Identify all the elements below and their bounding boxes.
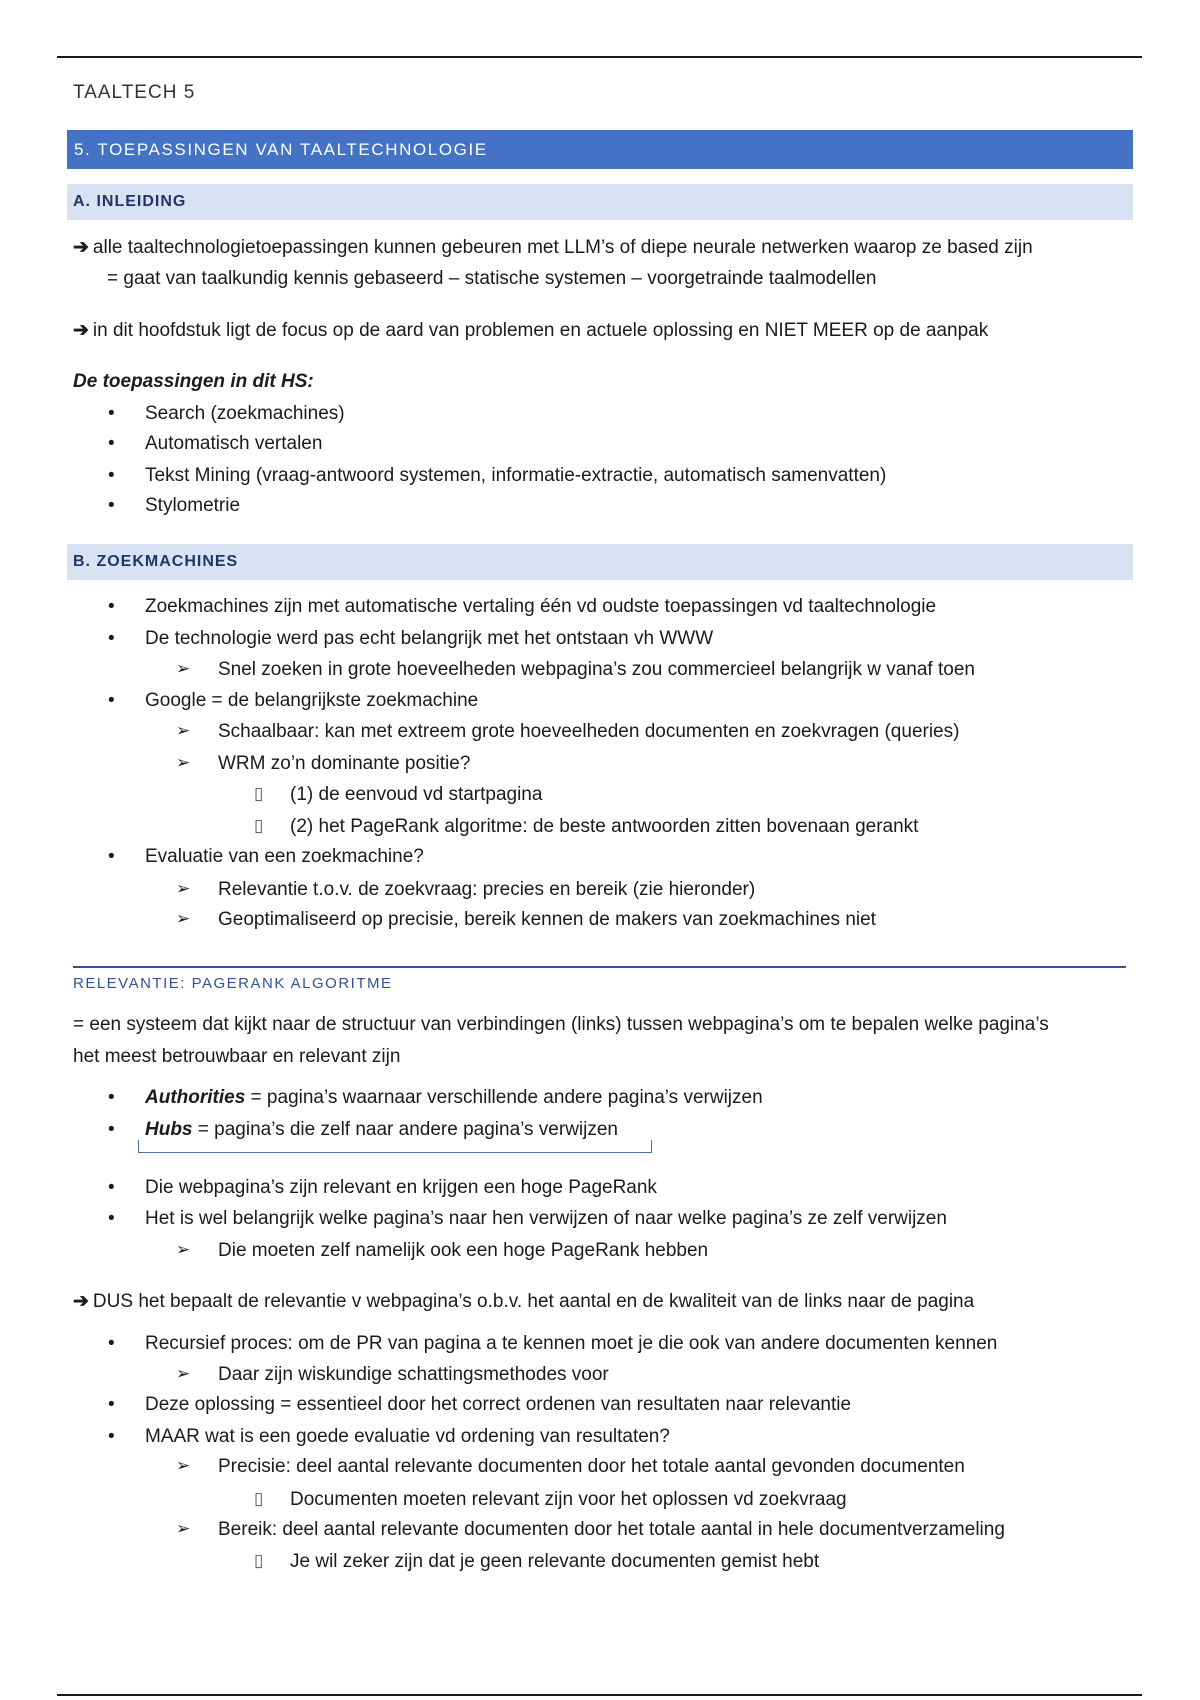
list-item: Google = de belangrijkste zoekmachine: [145, 690, 479, 711]
list-item: Geoptimaliseerd op precisie, bereik kennen de makers van zoekmachines niet: [218, 909, 876, 930]
list-item: Het is wel belangrijk welke pagina’s naar hen verwijzen of naar welke pagina’s ze zelf verwijzen: [145, 1208, 947, 1229]
pagerank-definition-line-1: = een systeem dat kijkt naar de structuur van verbindingen (links) tussen webpagina’s om te bepalen welke pagina’s: [73, 1014, 1049, 1035]
intro-paragraph-1: [73, 238, 1033, 257]
bullet-icon: •: [108, 495, 115, 516]
list-item: Die moeten zelf namelijk ook een hoge PageRank hebben: [218, 1240, 709, 1261]
list-item: Daar zijn wiskundige schattingsmethodes voor: [218, 1364, 609, 1385]
bullet-icon: •: [108, 846, 115, 867]
term-hubs-definition: = pagina’s die zelf naar andere pagina’s verwijzen: [192, 1119, 618, 1140]
intro-paragraph-2-text: in dit hoofdstuk ligt de focus op de aard van problemen en actuele oplossing en NIET MEER op de aanpak: [92, 320, 989, 341]
bullet-icon: •: [108, 1394, 115, 1415]
arrow-right-icon: ➔: [73, 237, 89, 258]
bullet-icon: •: [108, 403, 115, 424]
square-bullet-icon: ▯: [254, 784, 264, 803]
arrowhead-bullet-icon: ➢: [176, 1364, 191, 1383]
bullet-icon: •: [108, 596, 115, 617]
arrowhead-bullet-icon: ➢: [176, 659, 191, 678]
list-item-hubs: [145, 1120, 618, 1139]
list-item: Automatisch vertalen: [145, 433, 323, 454]
arrow-right-icon: ➔: [73, 320, 89, 341]
list-item: De technologie werd pas echt belangrijk met het ontstaan vh WWW: [145, 628, 714, 649]
term-authorities: Authorities: [145, 1087, 246, 1108]
bullet-icon: •: [108, 628, 115, 649]
list-item: (2) het PageRank algoritme: de beste antwoorden zitten bovenaan gerankt: [290, 816, 919, 837]
intro-paragraph-2: [73, 321, 988, 340]
list-item: Je wil zeker zijn dat je geen relevante documenten gemist hebt: [290, 1551, 820, 1572]
conclusion-paragraph: [73, 1292, 974, 1311]
list-item: Deze oplossing = essentieel door het correct ordenen van resultaten naar relevantie: [145, 1394, 852, 1415]
bullet-icon: •: [108, 1177, 115, 1198]
arrowhead-bullet-icon: ➢: [176, 1240, 191, 1259]
list-item: Search (zoekmachines): [145, 403, 345, 424]
arrowhead-bullet-icon: ➢: [176, 1456, 191, 1475]
section-heading-zoekmachines: B. ZOEKMACHINES: [67, 544, 1133, 580]
bullet-icon: •: [108, 690, 115, 711]
conclusion-text: DUS het bepaalt de relevantie v webpagina’s o.b.v. het aantal en de kwaliteit van de links naar de pagina: [92, 1291, 975, 1312]
square-bullet-icon: ▯: [254, 1489, 264, 1508]
bullet-icon: •: [108, 433, 115, 454]
bullet-icon: •: [108, 1119, 115, 1140]
list-item: Bereik: deel aantal relevante documenten door het totale aantal in hele documentverzameling: [218, 1519, 1005, 1540]
term-authorities-definition: = pagina’s waarnaar verschillende andere pagina’s verwijzen: [245, 1087, 763, 1108]
bullet-icon: •: [108, 1087, 115, 1108]
chapter-heading: 5. TOEPASSINGEN VAN TAALTECHNOLOGIE: [67, 130, 1133, 169]
subsection-heading-pagerank: RELEVANTIE: PAGERANK ALGORITME: [73, 975, 393, 992]
term-hubs: Hubs: [145, 1119, 193, 1140]
arrowhead-bullet-icon: ➢: [176, 879, 191, 898]
list-item: MAAR wat is een goede evaluatie vd ordening van resultaten?: [145, 1426, 670, 1447]
list-item: Schaalbaar: kan met extreem grote hoeveelheden documenten en zoekvragen (queries): [218, 721, 960, 742]
list-item: Snel zoeken in grote hoeveelheden webpagina’s zou commercieel belangrijk w vanaf toen: [218, 659, 975, 680]
bullet-icon: •: [108, 1426, 115, 1447]
square-bullet-icon: ▯: [254, 1551, 264, 1570]
list-item: (1) de eenvoud vd startpagina: [290, 784, 543, 805]
list-item: Precisie: deel aantal relevante documenten door het totale aantal gevonden documenten: [218, 1456, 965, 1477]
document-title: TAALTECH 5: [73, 82, 196, 103]
intro-paragraph-1-line-2: = gaat van taalkundig kennis gebaseerd – statische systemen – voorgetrainde taalmodellen: [107, 268, 877, 289]
list-item: Documenten moeten relevant zijn voor het oplossen vd zoekvraag: [290, 1489, 847, 1510]
subsection-rule: [73, 966, 1126, 968]
arrowhead-bullet-icon: ➢: [176, 721, 191, 740]
intro-paragraph-1-text: alle taaltechnologietoepassingen kunnen gebeuren met LLM’s of diepe neurale netwerken waarop ze based zijn: [92, 237, 1033, 258]
bullet-icon: •: [108, 1333, 115, 1354]
pagerank-definition-line-2: het meest betrouwbaar en relevant zijn: [73, 1046, 401, 1067]
grouping-bracket: [138, 1140, 652, 1153]
list-item: Tekst Mining (vraag-antwoord systemen, informatie-extractie, automatisch samenvatten): [145, 465, 887, 486]
arrow-right-icon: ➔: [73, 1291, 89, 1312]
square-bullet-icon: ▯: [254, 816, 264, 835]
arrowhead-bullet-icon: ➢: [176, 753, 191, 772]
applications-list-title: De toepassingen in dit HS:: [73, 371, 314, 392]
section-heading-inleiding: A. INLEIDING: [67, 184, 1133, 220]
list-item: Relevantie t.o.v. de zoekvraag: precies en bereik (zie hieronder): [218, 879, 756, 900]
list-item: WRM zo’n dominante positie?: [218, 753, 471, 774]
list-item: Die webpagina’s zijn relevant en krijgen een hoge PageRank: [145, 1177, 657, 1198]
bottom-rule: [57, 1694, 1142, 1696]
arrowhead-bullet-icon: ➢: [176, 909, 191, 928]
list-item-authorities: [145, 1088, 763, 1107]
top-rule: [57, 56, 1142, 58]
arrowhead-bullet-icon: ➢: [176, 1519, 191, 1538]
list-item: Evaluatie van een zoekmachine?: [145, 846, 424, 867]
bullet-icon: •: [108, 1208, 115, 1229]
list-item: Zoekmachines zijn met automatische vertaling één vd oudste toepassingen vd taaltechnologie: [145, 596, 937, 617]
list-item: Recursief proces: om de PR van pagina a te kennen moet je die ook van andere documenten kennen: [145, 1333, 998, 1354]
list-item: Stylometrie: [145, 495, 241, 516]
bullet-icon: •: [108, 465, 115, 486]
